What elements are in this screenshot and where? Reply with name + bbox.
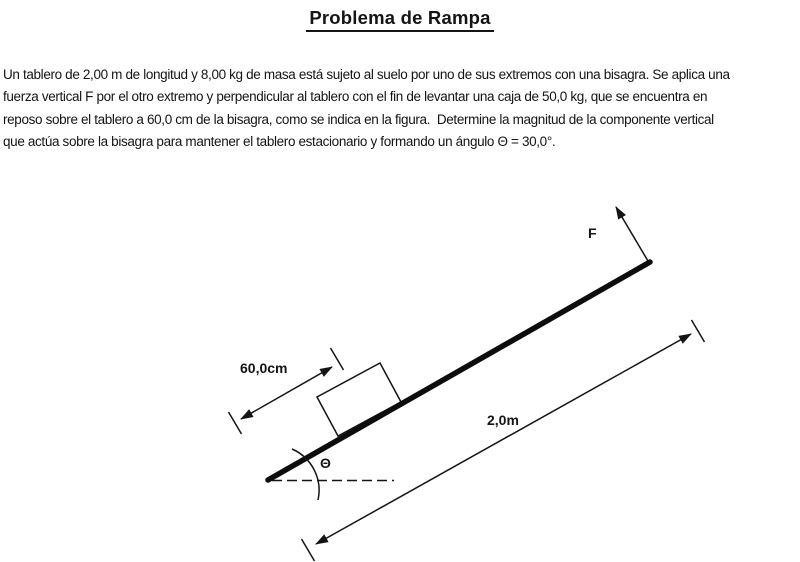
length-label: 2,0m bbox=[487, 412, 519, 428]
problem-line-2: fuerza vertical F por el otro extremo y perpendicular al tablero con el fin de levantar una caja de 50,0 kg, que se encuentra en bbox=[3, 89, 708, 105]
problem-line-4: que actúa sobre la bisagra para mantener el tablero estacionario y formando un ángulo Θ = 30,0°. bbox=[3, 134, 556, 150]
force-arrow bbox=[616, 207, 648, 261]
problem-line-3: reposo sobre el tablero a 60,0 cm de la bisagra, como se indica en la figura. Determine la magnitud de la componente vertical bbox=[3, 111, 714, 127]
distance-dimension-tick-left bbox=[229, 412, 242, 434]
length-dimension-line bbox=[316, 334, 691, 544]
distance-label: 60,0cm bbox=[240, 360, 288, 376]
length-dimension-tick-right bbox=[692, 320, 705, 342]
force-label: F bbox=[588, 225, 597, 241]
problem-line-1: Un tablero de 2,00 m de longitud y 8,00 kg de masa está sujeto al suelo por uno de sus extremos con una bisagra. Se aplica una bbox=[3, 67, 730, 82]
page-title: Problema de Rampa bbox=[306, 7, 493, 32]
length-dimension-tick-left bbox=[302, 539, 315, 561]
angle-label: Θ bbox=[320, 455, 331, 471]
distance-dimension-tick-right bbox=[331, 348, 344, 370]
